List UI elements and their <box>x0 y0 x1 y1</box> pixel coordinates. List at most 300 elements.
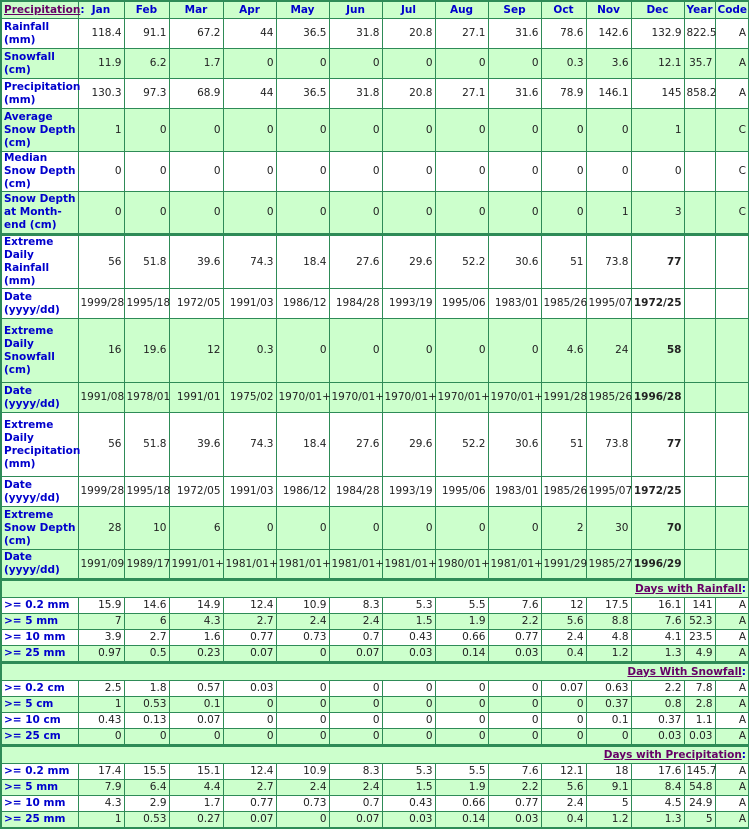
code-cell: C <box>715 192 749 235</box>
value-cell: 0.73 <box>276 796 329 812</box>
value-cell: 16 <box>78 319 124 383</box>
value-cell: 1985/27 <box>586 550 631 580</box>
value-cell: 5 <box>586 796 631 812</box>
section-title-link[interactable]: Days with Precipitation <box>603 748 742 761</box>
value-cell: 1995/18 <box>124 477 169 507</box>
value-cell: 130.3 <box>78 79 124 109</box>
value-cell: 0 <box>382 49 435 79</box>
value-cell: 2.4 <box>329 780 382 796</box>
value-cell: 67.2 <box>169 19 223 49</box>
value-cell: 0 <box>276 49 329 79</box>
value-cell: 0 <box>382 152 435 192</box>
value-cell: 0 <box>435 507 488 550</box>
value-cell: 7.6 <box>488 764 541 780</box>
value-cell: 1991/01 <box>169 383 223 413</box>
value-cell: 0 <box>541 109 586 152</box>
value-cell: 8.4 <box>631 780 684 796</box>
value-cell: 31.6 <box>488 79 541 109</box>
value-cell: 1981/01+ <box>223 550 276 580</box>
row-label: Date (yyyy/dd) <box>1 289 78 319</box>
code-cell: A <box>715 681 749 697</box>
code-cell: A <box>715 796 749 812</box>
month-header-nov: Nov <box>586 1 631 19</box>
value-cell: 1981/01+ <box>276 550 329 580</box>
value-cell: 118.4 <box>78 19 124 49</box>
value-cell: 56 <box>78 235 124 289</box>
value-cell: 0 <box>435 681 488 697</box>
value-cell: 51.8 <box>124 235 169 289</box>
value-cell: 1970/01+ <box>276 383 329 413</box>
value-cell: 0 <box>276 729 329 746</box>
value-cell: 1.3 <box>631 646 684 663</box>
value-cell: 0 <box>124 109 169 152</box>
value-cell: 1.6 <box>169 630 223 646</box>
value-cell: 15.9 <box>78 598 124 614</box>
value-cell: 0 <box>586 109 631 152</box>
value-cell: 0 <box>586 152 631 192</box>
value-cell: 1.2 <box>586 646 631 663</box>
code-cell: A <box>715 646 749 663</box>
row-label: >= 10 cm <box>1 713 78 729</box>
value-cell: 0.07 <box>329 812 382 829</box>
value-cell: 0.03 <box>488 812 541 829</box>
year-cell: 4.9 <box>684 646 715 663</box>
year-cell <box>684 507 715 550</box>
value-cell: 0 <box>541 713 586 729</box>
value-cell: 1991/08 <box>78 383 124 413</box>
value-cell: 0.43 <box>78 713 124 729</box>
value-cell: 2.4 <box>276 780 329 796</box>
value-cell: 2.4 <box>276 614 329 630</box>
value-cell: 0 <box>78 192 124 235</box>
year-cell: 822.5 <box>684 19 715 49</box>
value-cell: 1981/01+ <box>382 550 435 580</box>
value-cell: 0 <box>435 109 488 152</box>
value-cell: 0.23 <box>169 646 223 663</box>
value-cell: 1991/29 <box>541 550 586 580</box>
value-cell: 74.3 <box>223 235 276 289</box>
value-cell: 0 <box>488 713 541 729</box>
value-cell: 6.4 <box>124 780 169 796</box>
value-cell: 24 <box>586 319 631 383</box>
value-cell: 1970/01+ <box>382 383 435 413</box>
value-cell: 1991/09 <box>78 550 124 580</box>
value-cell: 0.3 <box>223 319 276 383</box>
value-cell: 0 <box>223 49 276 79</box>
value-cell: 10.9 <box>276 764 329 780</box>
value-cell: 1981/01+ <box>488 550 541 580</box>
value-cell: 44 <box>223 19 276 49</box>
value-cell: 0.03 <box>631 729 684 746</box>
value-cell: 1972/05 <box>169 477 223 507</box>
extreme-row <box>1 507 749 550</box>
code-cell: C <box>715 152 749 192</box>
row-label: Extreme Snow Depth (cm) <box>1 507 78 550</box>
days-row <box>1 614 749 630</box>
value-cell: 0 <box>435 152 488 192</box>
value-cell: 18.4 <box>276 235 329 289</box>
value-cell: 0 <box>124 152 169 192</box>
days-row <box>1 713 749 729</box>
value-cell: 4.3 <box>78 796 124 812</box>
row-label: >= 5 mm <box>1 780 78 796</box>
value-cell: 0 <box>382 697 435 713</box>
table-row <box>1 109 749 152</box>
value-cell: 0 <box>382 729 435 746</box>
value-cell: 1995/06 <box>435 289 488 319</box>
value-cell: 0.97 <box>78 646 124 663</box>
row-label: >= 10 mm <box>1 796 78 812</box>
value-cell: 10.9 <box>276 598 329 614</box>
value-cell: 7 <box>78 614 124 630</box>
value-cell: 0 <box>631 152 684 192</box>
section-header-row <box>1 663 749 681</box>
value-cell: 2 <box>541 507 586 550</box>
row-label: Average Snow Depth (cm) <box>1 109 78 152</box>
value-cell: 6 <box>169 507 223 550</box>
value-cell: 52.2 <box>435 413 488 477</box>
value-cell: 0 <box>541 697 586 713</box>
value-cell: 19.6 <box>124 319 169 383</box>
value-cell: 1980/01+ <box>435 550 488 580</box>
value-cell: 1981/01+ <box>329 550 382 580</box>
value-cell: 2.2 <box>488 614 541 630</box>
extreme-row <box>1 319 749 383</box>
value-cell: 0.43 <box>382 630 435 646</box>
value-cell: 58 <box>631 319 684 383</box>
year-cell <box>684 319 715 383</box>
value-cell: 0 <box>435 49 488 79</box>
value-cell: 1986/12 <box>276 289 329 319</box>
days-row <box>1 681 749 697</box>
value-cell: 0.07 <box>541 681 586 697</box>
value-cell: 6 <box>124 614 169 630</box>
value-cell: 1995/06 <box>435 477 488 507</box>
value-cell: 0.57 <box>169 681 223 697</box>
value-cell: 1993/19 <box>382 289 435 319</box>
value-cell: 0 <box>435 713 488 729</box>
value-cell: 0 <box>169 152 223 192</box>
value-cell: 1.2 <box>586 812 631 829</box>
value-cell: 12.4 <box>223 598 276 614</box>
value-cell: 1991/03 <box>223 477 276 507</box>
section-header-row <box>1 746 749 764</box>
year-cell: 7.8 <box>684 681 715 697</box>
value-cell: 0.77 <box>488 630 541 646</box>
code-cell: A <box>715 49 749 79</box>
value-cell: 1995/07 <box>586 289 631 319</box>
value-cell: 51.8 <box>124 413 169 477</box>
month-header-mar: Mar <box>169 1 223 19</box>
value-cell: 70 <box>631 507 684 550</box>
value-cell: 0 <box>169 729 223 746</box>
value-cell: 0 <box>488 729 541 746</box>
code-cell: A <box>715 729 749 746</box>
row-label: >= 0.2 cm <box>1 681 78 697</box>
code-cell <box>715 289 749 319</box>
value-cell: 78.6 <box>541 19 586 49</box>
value-cell: 0 <box>435 729 488 746</box>
code-cell <box>715 319 749 383</box>
value-cell: 0.14 <box>435 812 488 829</box>
value-cell: 0 <box>435 697 488 713</box>
value-cell: 11.9 <box>78 49 124 79</box>
value-cell: 2.9 <box>124 796 169 812</box>
value-cell: 0.63 <box>586 681 631 697</box>
value-cell: 0.07 <box>329 646 382 663</box>
value-cell: 1991/03 <box>223 289 276 319</box>
extreme-row <box>1 235 749 289</box>
value-cell: 15.5 <box>124 764 169 780</box>
month-header-jan: Jan <box>78 1 124 19</box>
value-cell: 0.53 <box>124 697 169 713</box>
value-cell: 0.03 <box>223 681 276 697</box>
value-cell: 0 <box>276 646 329 663</box>
value-cell: 5.6 <box>541 614 586 630</box>
value-cell: 0 <box>329 319 382 383</box>
table-row <box>1 49 749 79</box>
value-cell: 5.5 <box>435 764 488 780</box>
value-cell: 8.8 <box>586 614 631 630</box>
value-cell: 0 <box>223 192 276 235</box>
table-row <box>1 79 749 109</box>
value-cell: 0 <box>223 729 276 746</box>
value-cell: 0.07 <box>223 812 276 829</box>
value-cell: 8.3 <box>329 764 382 780</box>
value-cell: 0.77 <box>223 630 276 646</box>
value-cell: 77 <box>631 413 684 477</box>
section-title-link[interactable]: Days with Rainfall <box>635 582 742 595</box>
value-cell: 12.4 <box>223 764 276 780</box>
value-cell: 73.8 <box>586 413 631 477</box>
row-label: >= 25 mm <box>1 812 78 829</box>
value-cell: 0 <box>488 681 541 697</box>
value-cell: 1989/17 <box>124 550 169 580</box>
value-cell: 1985/26 <box>586 383 631 413</box>
year-cell <box>684 235 715 289</box>
value-cell: 51 <box>541 235 586 289</box>
value-cell: 31.8 <box>329 19 382 49</box>
row-label: >= 5 mm <box>1 614 78 630</box>
value-cell: 0 <box>488 192 541 235</box>
value-cell: 0.66 <box>435 630 488 646</box>
value-cell: 12 <box>541 598 586 614</box>
value-cell: 0 <box>169 192 223 235</box>
value-cell: 0 <box>382 192 435 235</box>
year-cell: 145.7 <box>684 764 715 780</box>
row-label: Date (yyyy/dd) <box>1 383 78 413</box>
value-cell: 1970/01+ <box>329 383 382 413</box>
value-cell: 12.1 <box>631 49 684 79</box>
value-cell: 0 <box>488 697 541 713</box>
value-cell: 51 <box>541 413 586 477</box>
days-row <box>1 630 749 646</box>
code-cell: A <box>715 697 749 713</box>
row-label: Extreme Daily Rainfall (mm) <box>1 235 78 289</box>
value-cell: 30.6 <box>488 235 541 289</box>
value-cell: 2.4 <box>329 614 382 630</box>
value-cell: 1991/28 <box>541 383 586 413</box>
row-label: >= 0.2 mm <box>1 598 78 614</box>
value-cell: 27.1 <box>435 19 488 49</box>
value-cell: 0 <box>382 507 435 550</box>
row-label: Snowfall (cm) <box>1 49 78 79</box>
value-cell: 132.9 <box>631 19 684 49</box>
value-cell: 0.66 <box>435 796 488 812</box>
value-cell: 39.6 <box>169 413 223 477</box>
value-cell: 1 <box>78 812 124 829</box>
month-header-jul: Jul <box>382 1 435 19</box>
value-cell: 0 <box>488 109 541 152</box>
year-cell: 52.3 <box>684 614 715 630</box>
code-cell: A <box>715 79 749 109</box>
value-cell: 28 <box>78 507 124 550</box>
value-cell: 15.1 <box>169 764 223 780</box>
value-cell: 0 <box>488 319 541 383</box>
value-cell: 0.43 <box>382 796 435 812</box>
value-cell: 7.6 <box>631 614 684 630</box>
value-cell: 1996/28 <box>631 383 684 413</box>
row-label: Precipitation (mm) <box>1 79 78 109</box>
days-row <box>1 697 749 713</box>
value-cell: 0.4 <box>541 646 586 663</box>
value-cell: 0 <box>223 109 276 152</box>
value-cell: 0.8 <box>631 697 684 713</box>
value-cell: 44 <box>223 79 276 109</box>
month-header-sep: Sep <box>488 1 541 19</box>
value-cell: 31.6 <box>488 19 541 49</box>
year-cell <box>684 413 715 477</box>
year-cell: 858.2 <box>684 79 715 109</box>
value-cell: 1972/25 <box>631 477 684 507</box>
value-cell: 20.8 <box>382 79 435 109</box>
value-cell: 7.9 <box>78 780 124 796</box>
value-cell: 0 <box>78 729 124 746</box>
value-cell: 1983/01 <box>488 289 541 319</box>
year-cell: 35.7 <box>684 49 715 79</box>
value-cell: 0 <box>329 697 382 713</box>
extreme-row <box>1 413 749 477</box>
year-cell <box>684 383 715 413</box>
value-cell: 0.77 <box>488 796 541 812</box>
value-cell: 73.8 <box>586 235 631 289</box>
precipitation-link[interactable]: Precipitation <box>4 3 81 16</box>
code-cell: A <box>715 713 749 729</box>
header-row <box>1 1 749 19</box>
row-label: Median Snow Depth (cm) <box>1 152 78 192</box>
value-cell: 12 <box>169 319 223 383</box>
value-cell: 5.3 <box>382 598 435 614</box>
month-header-dec: Dec <box>631 1 684 19</box>
value-cell: 1972/05 <box>169 289 223 319</box>
value-cell: 0 <box>276 812 329 829</box>
year-cell: 24.9 <box>684 796 715 812</box>
value-cell: 0 <box>78 152 124 192</box>
value-cell: 14.6 <box>124 598 169 614</box>
value-cell: 0.13 <box>124 713 169 729</box>
value-cell: 1995/18 <box>124 289 169 319</box>
code-cell: C <box>715 109 749 152</box>
value-cell: 1.5 <box>382 780 435 796</box>
value-cell: 1985/26 <box>541 289 586 319</box>
value-cell: 0 <box>586 729 631 746</box>
value-cell: 1985/26 <box>541 477 586 507</box>
value-cell: 0 <box>276 192 329 235</box>
value-cell: 68.9 <box>169 79 223 109</box>
value-cell: 0 <box>382 681 435 697</box>
value-cell: 0.37 <box>586 697 631 713</box>
month-header-apr: Apr <box>223 1 276 19</box>
row-label: Extreme Daily Precipitation (mm) <box>1 413 78 477</box>
value-cell: 0 <box>435 192 488 235</box>
value-cell: 9.1 <box>586 780 631 796</box>
value-cell: 1.3 <box>631 812 684 829</box>
value-cell: 2.5 <box>78 681 124 697</box>
value-cell: 0 <box>276 681 329 697</box>
value-cell: 0 <box>223 507 276 550</box>
value-cell: 0 <box>276 152 329 192</box>
value-cell: 4.3 <box>169 614 223 630</box>
row-label: >= 25 mm <box>1 646 78 663</box>
year-cell <box>684 109 715 152</box>
year-cell: 0.03 <box>684 729 715 746</box>
value-cell: 17.6 <box>631 764 684 780</box>
code-cell <box>715 507 749 550</box>
value-cell: 1.7 <box>169 49 223 79</box>
row-label: >= 25 cm <box>1 729 78 746</box>
date-row <box>1 550 749 580</box>
value-cell: 4.1 <box>631 630 684 646</box>
value-cell: 1978/01 <box>124 383 169 413</box>
value-cell: 0.27 <box>169 812 223 829</box>
value-cell: 2.7 <box>223 780 276 796</box>
value-cell: 10 <box>124 507 169 550</box>
value-cell: 2.2 <box>631 681 684 697</box>
value-cell: 5.3 <box>382 764 435 780</box>
value-cell: 1.8 <box>124 681 169 697</box>
value-cell: 8.3 <box>329 598 382 614</box>
row-label: Extreme Daily Snowfall (cm) <box>1 319 78 383</box>
value-cell: 0 <box>329 152 382 192</box>
month-header-oct: Oct <box>541 1 586 19</box>
section-title-link[interactable]: Days With Snowfall <box>627 665 742 678</box>
days-row <box>1 812 749 829</box>
value-cell: 31.8 <box>329 79 382 109</box>
days-row <box>1 598 749 614</box>
value-cell: 0 <box>329 507 382 550</box>
value-cell: 5.5 <box>435 598 488 614</box>
value-cell: 1986/12 <box>276 477 329 507</box>
value-cell: 0.3 <box>541 49 586 79</box>
value-cell: 4.5 <box>631 796 684 812</box>
value-cell: 0 <box>382 713 435 729</box>
value-cell: 1 <box>78 109 124 152</box>
value-cell: 0.03 <box>382 812 435 829</box>
year-cell <box>684 192 715 235</box>
value-cell: 0 <box>169 109 223 152</box>
month-header-may: May <box>276 1 329 19</box>
value-cell: 0 <box>488 152 541 192</box>
section-colon: : <box>741 748 746 761</box>
year-header: Year <box>684 1 715 19</box>
value-cell: 0.1 <box>586 713 631 729</box>
days-row <box>1 764 749 780</box>
value-cell: 74.3 <box>223 413 276 477</box>
month-header-feb: Feb <box>124 1 169 19</box>
value-cell: 1984/28 <box>329 477 382 507</box>
value-cell: 29.6 <box>382 413 435 477</box>
value-cell: 1999/28 <box>78 289 124 319</box>
